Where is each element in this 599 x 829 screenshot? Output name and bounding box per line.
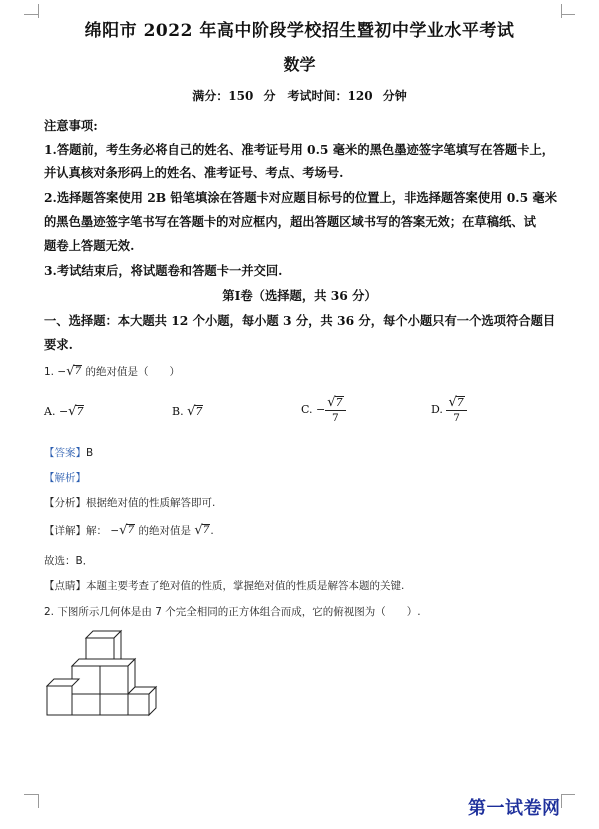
cube-solid-figure [46,628,161,718]
q1-stem-suffix: 的绝对值是（ ） [85,366,181,378]
q1-stem [44,364,180,379]
section-intro-line: 一、选择题：本大题共 12 个小题，每小题 3 分，共 36 分，每个小题只有一个选项符合题目 [44,313,556,328]
notes-line: 1.答题前，考生务必将自己的姓名、准考证号用 0.5 毫米的黑色墨迹签字笔填写在答题卡上， [44,142,555,157]
q1-number: 1. [44,366,55,378]
q1-conclusion: 故选：B． [44,555,94,567]
q1-option-d[interactable]: D. √ 7 7 [431,396,467,424]
q1-answer: 【答案】B [44,447,94,459]
notes-line: 的黑色墨迹签字笔书写在答题卡的对应框内，超出答题区域书写的答案无效；在草稿纸、试 [44,214,536,229]
exam-title: 绵阳市 2022 年高中阶段学校招生暨初中学业水平考试 [84,21,515,41]
exam-meta: 满分：150 分 考试时间：120 分钟 [192,89,407,103]
q1-option-b[interactable]: B. √ 7 [172,404,203,420]
notes-heading: 注意事项: [44,118,98,133]
q2-stem: 2. 下图所示几何体是由 7 个完全相同的正方体组合而成，它的俯视图为（ ）. [44,606,421,618]
q1-dianjing: 【点睛】本题主要考查了绝对值的性质，掌握绝对值的性质是解答本题的关键. [44,580,405,592]
section-title: 第Ⅰ卷（选择题，共 36 分） [222,288,377,303]
notes-line: 题卷上答题无效. [44,238,135,253]
site-logo: 第一试卷网 [468,798,561,819]
notes-line: 3.考试结束后，将试题卷和答题卡一并交回. [44,263,283,278]
exam-subject: 数学 [283,55,316,74]
q1-fenxi: 【分析】根据绝对值的性质解答即可. [44,497,216,509]
analysis-tag: 【解析】 [44,472,86,484]
section-intro-line: 要求. [44,337,73,352]
notes-line: 2.选择题答案使用 2B 铅笔填涂在答题卡对应题目标号的位置上，非选择题答案使用 0.5 毫米 [44,190,557,205]
notes-line: 并认真核对条形码上的姓名、准考证号、考点、考场号. [44,165,344,180]
q1-xiangjie: 【详解】解： − √ 7 的绝对值是 √ 7 . [44,523,214,538]
q1-expression: − √ 7 [57,364,82,379]
q1-option-c[interactable]: C. − √ 7 7 [301,396,346,424]
q1-option-a[interactable]: A. − √ 7 [44,404,84,420]
answer-tag: 【答案】 [44,447,86,459]
